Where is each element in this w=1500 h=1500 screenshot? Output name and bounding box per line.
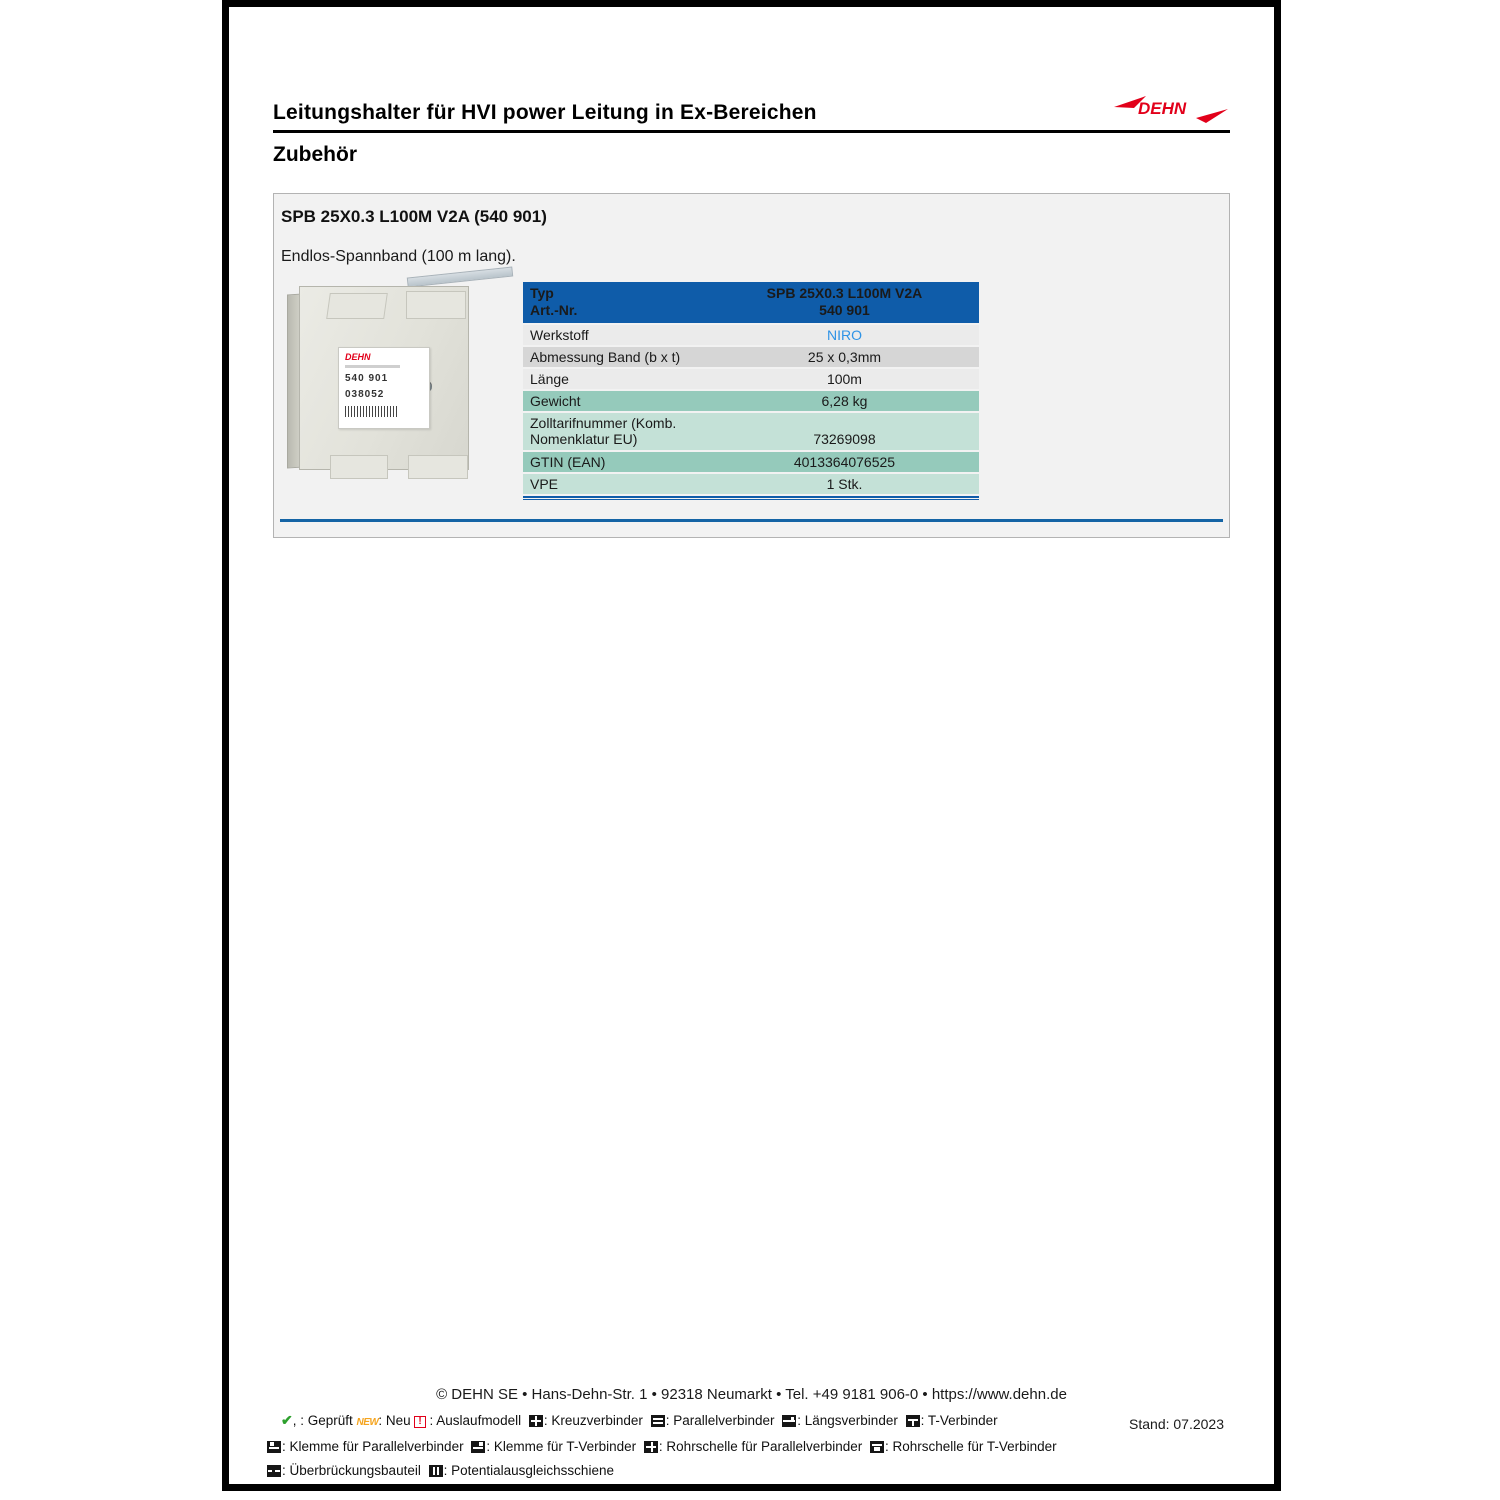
- product-description: Endlos-Spannband (100 m lang).: [281, 248, 516, 265]
- row-label: Werkstoff: [530, 327, 589, 343]
- document-page: [222, 0, 1281, 1491]
- product-title: SPB 25X0.3 L100M V2A (540 901): [281, 207, 547, 226]
- row-label: Zolltarifnummer (Komb. Nomenklatur EU): [530, 415, 677, 447]
- table-row: [523, 474, 979, 496]
- row-label: Gewicht: [530, 393, 581, 409]
- legend-label: : Potentialausgleichsschiene: [443, 1463, 614, 1478]
- cross-connector-icon: [529, 1415, 543, 1427]
- pipe-clamp-parallel-icon: [644, 1441, 658, 1453]
- row-value: 73269098: [813, 431, 876, 447]
- box-flap: [330, 455, 388, 479]
- parallel-connector-icon: [651, 1415, 665, 1427]
- header-value-artnr: 540 901: [819, 302, 870, 318]
- label-dehn-mark: DEHN: [345, 352, 371, 362]
- clamp-parallel-icon: [267, 1441, 281, 1453]
- product-card: [273, 193, 1230, 538]
- new-icon: NEW: [356, 1417, 379, 1428]
- legend-label: , : Geprüft: [292, 1413, 353, 1428]
- svg-text:DEHN: DEHN: [1138, 99, 1187, 118]
- discontinued-icon: !: [414, 1416, 425, 1428]
- row-value: 4013364076525: [793, 454, 896, 470]
- header-label-artnr: Art.-Nr.: [530, 302, 578, 318]
- product-media-row: [279, 272, 1224, 500]
- row-value: 25 x 0,3mm: [807, 349, 882, 365]
- legend-label: : Rohrschelle für T-Verbinder: [885, 1439, 1057, 1454]
- table-bottom-rule-thin: [523, 499, 979, 500]
- header-value-type: SPB 25X0.3 L100M V2A: [766, 285, 923, 301]
- dehn-logo: [1112, 93, 1230, 125]
- dehn-logo-graphic: [1112, 93, 1230, 125]
- table-row: [523, 325, 979, 347]
- table-header-value: [710, 282, 979, 323]
- label-barcode: [345, 406, 397, 417]
- row-label: Länge: [530, 371, 569, 387]
- row-label: VPE: [530, 476, 559, 492]
- box-flap: [408, 455, 468, 479]
- section-divider-rule: [280, 519, 1223, 522]
- legend-label: : T-Verbinder: [920, 1413, 998, 1428]
- legend-label: : Rohrschelle für Parallelverbinder: [658, 1439, 863, 1454]
- page-header: [273, 93, 1230, 133]
- t-connector-icon: [906, 1415, 920, 1427]
- pipe-clamp-t-icon: [870, 1441, 884, 1453]
- legend-label: : Parallelverbinder: [665, 1413, 775, 1428]
- werkstoff-link[interactable]: NIRO: [826, 327, 862, 343]
- box-front-face: [299, 286, 469, 470]
- row-label: GTIN (EAN): [530, 454, 606, 470]
- table-row: [523, 413, 979, 452]
- page-subtitle: Zubehör: [273, 143, 357, 166]
- page-content: [229, 7, 1274, 1484]
- company-address: © DEHN SE • Hans-Dehn-Str. 1 • 92318 Neumarkt • Tel. +49 9181 906-0 • https://www.dehn.de: [436, 1386, 1067, 1403]
- check-icon: ✔: [281, 1412, 293, 1428]
- header-label-typ: Typ: [530, 285, 554, 301]
- table-row: [523, 391, 979, 413]
- steel-band-strip: [407, 266, 513, 287]
- legend-label: : Kreuzverbinder: [543, 1413, 643, 1428]
- equipotential-busbar-icon: [429, 1465, 443, 1477]
- legend-label: : Längsverbinder: [797, 1413, 898, 1428]
- label-secondary-number: 038052: [345, 389, 385, 400]
- legend-label: : Auslaufmodell: [429, 1413, 522, 1428]
- legend-line-2: [267, 1437, 1236, 1456]
- label-text-line: [345, 365, 400, 368]
- table-row: [523, 452, 979, 474]
- legend-label: : Klemme für Parallelverbinder: [282, 1439, 464, 1454]
- legend-label: : Klemme für T-Verbinder: [486, 1439, 637, 1454]
- product-photo: [279, 272, 499, 480]
- row-label: Abmessung Band (b x t): [530, 349, 681, 365]
- legend-line-1: [267, 1411, 1236, 1432]
- page-title: Leitungshalter für HVI power Leitung in Ex-Bereichen: [273, 101, 817, 124]
- row-value: 100m: [826, 371, 862, 387]
- clamp-t-icon: [471, 1441, 485, 1453]
- product-label: [338, 347, 430, 429]
- page-footer: [229, 1386, 1274, 1484]
- product-data-table: [523, 282, 979, 500]
- revision-date: Stand: 07.2023: [1129, 1416, 1224, 1432]
- legend-label: : Überbrückungsbauteil: [282, 1463, 421, 1478]
- table-row: [523, 347, 979, 369]
- row-value: 1 Stk.: [826, 476, 863, 492]
- table-header-label: [523, 282, 710, 323]
- box-flap: [326, 293, 388, 319]
- legend-label: : Neu: [378, 1413, 411, 1428]
- legend-line-3: [267, 1461, 1236, 1480]
- table-header-row: [523, 282, 979, 325]
- box-flap: [406, 291, 466, 319]
- bridging-component-icon: [267, 1465, 281, 1477]
- row-value: 6,28 kg: [821, 393, 868, 409]
- label-article-number: 540 901: [345, 373, 389, 384]
- longitudinal-connector-icon: [782, 1415, 796, 1427]
- table-row: [523, 369, 979, 391]
